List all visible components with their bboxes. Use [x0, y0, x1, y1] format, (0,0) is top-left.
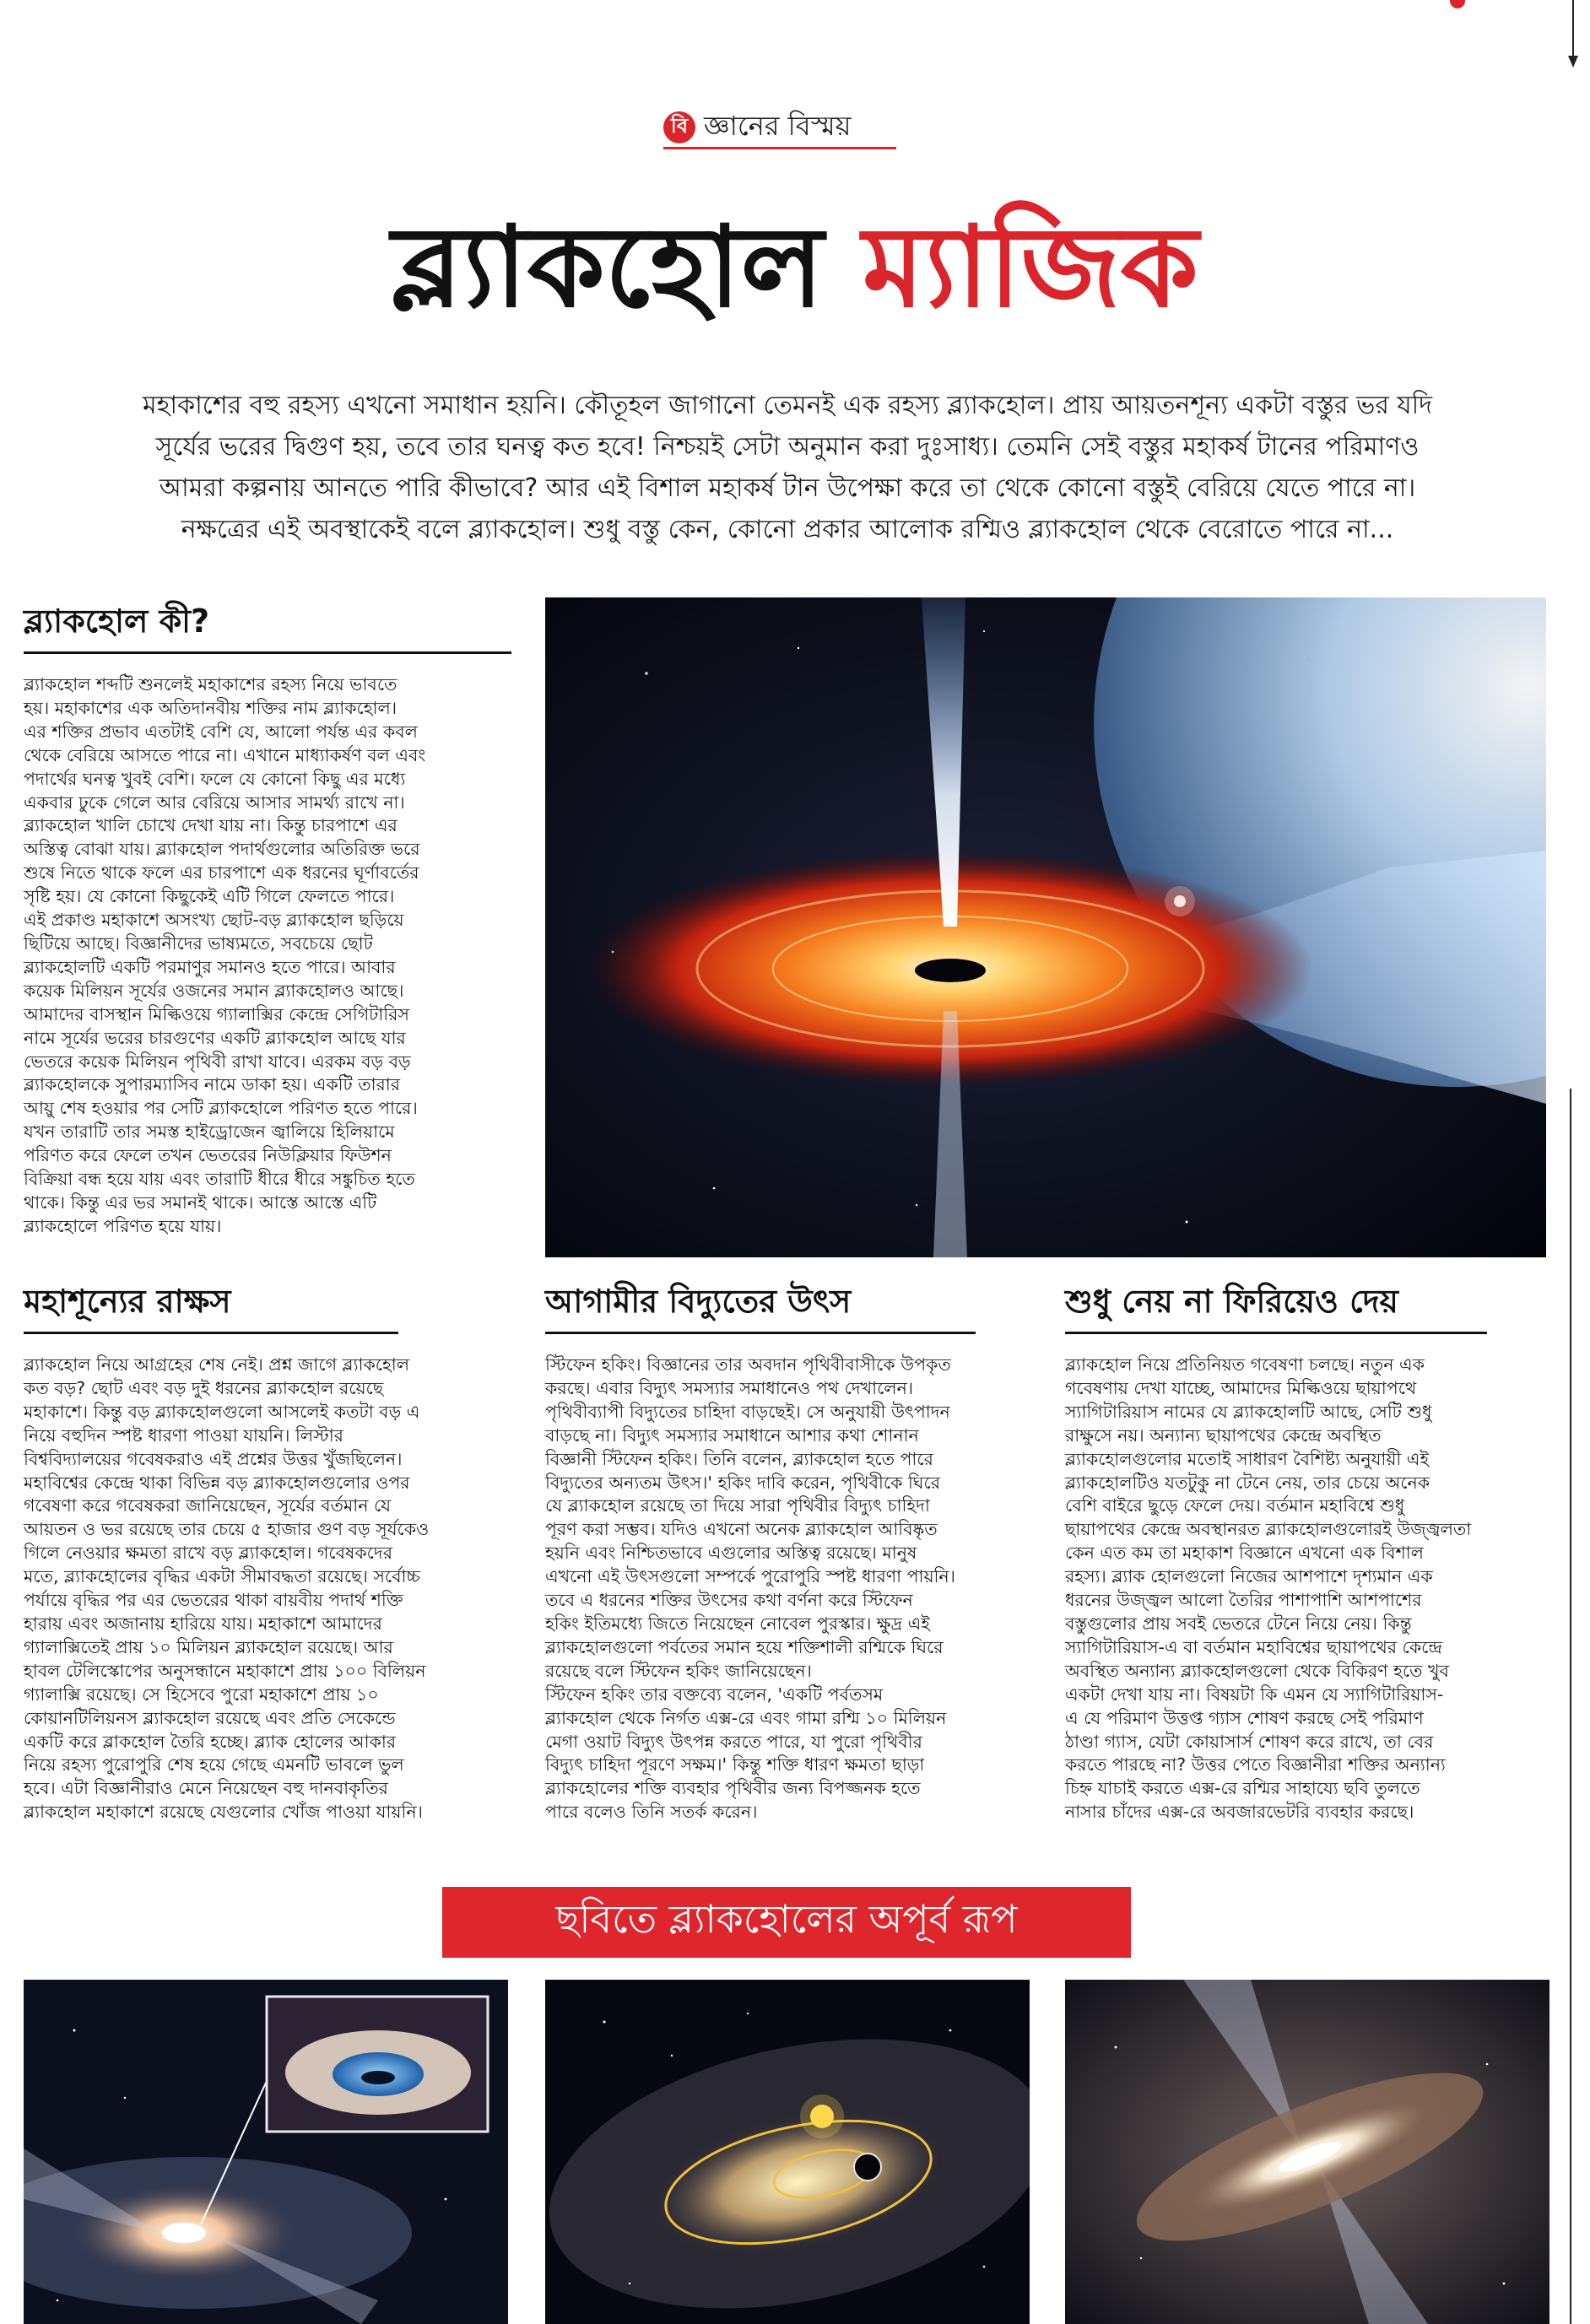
- body-line: ভেতরে কয়েক মিলিয়ন পৃথিবী রাখা যাবে। এরকম বড় বড়: [24, 1051, 411, 1072]
- body-line: অস্তিত্ব বোঝা যায়। ব্ল্যাকহোল পদার্থগুলোর অতিরিক্ত ভরে: [24, 839, 420, 860]
- body-line: হাবল টেলিস্কোপের অনুসন্ধানে মহাকাশে প্রায় ১০০ বিলিয়ন: [24, 1660, 426, 1681]
- body-line: হয়নি এবং নিশ্চিতভাবে এগুলোর অস্তিত্ব রয়েছে। মানুষ: [545, 1543, 917, 1564]
- body-line: গ্যালাক্সিতেই প্রায় ১০ মিলিয়ন ব্ল্যাকহোল রয়েছে। আর: [24, 1636, 393, 1657]
- body-line: তবে এ ধরনের শক্তির উৎসের কথা বর্ণনা করে স্টিফেন: [545, 1590, 913, 1611]
- body-line: রহস্য। ব্ল্যাক হোলগুলো নিজের আশপাশে দৃশ্যমান এক: [1065, 1566, 1433, 1587]
- body-line: বিশ্ববিদ্যালয়ের গবেষকরাও এই প্রশ্নের উত্তর খুঁজছিলেন।: [24, 1448, 403, 1469]
- body-line: শুষে নিতে থাকে ফলে এর চারপাশে এক ধরনের ঘূর্ণাবর্তের: [24, 862, 419, 884]
- body-line: স্টিফেন হকিং তার বক্তব্যে বলেন, 'একটি পর্বতসম: [545, 1684, 884, 1705]
- body-line: পরিণত করে ফেলে তখন ভেতরের নিউক্লিয়ার ফিউশন: [24, 1145, 392, 1166]
- body-line: পৃথিবীব্যাপী বিদ্যুতের চাহিদা বাড়ছেই। সে অনুযায়ী উৎপাদন: [545, 1401, 950, 1422]
- body-line: নাসার চাঁদের এক্স-রে অবজারভেটরি ব্যবহার করছে।: [1065, 1802, 1414, 1823]
- body-line: সৃষ্টি হয়। যে কোনো কিছুকেই এটি গিলে ফেলতে পারে।: [24, 886, 395, 907]
- body-line: করছে। এবার বিদ্যুৎ সমস্যার সমাধানেও পথ দেখালেন।: [545, 1377, 914, 1398]
- body-line: বাড়ছে না। বিদ্যুৎ সমস্যার সমাধানে আশার কথা শোনান: [545, 1424, 919, 1446]
- body-line: পূরণ করা সম্ভব। যদিও এখনো অনেক ব্ল্যাকহোল আবিষ্কৃত: [545, 1519, 938, 1540]
- body-line: ধরনের উজ্জ্বল আলো তৈরির পাশাপাশি আশপাশের: [1065, 1590, 1422, 1611]
- body-line: হারায় এবং অজানায় হারিয়ে যায়। মহাকাশে আমাদের: [24, 1613, 382, 1634]
- intro-line: মহাকাশের বহু রহস্য এখনো সমাধান হয়নি। কৌতূহল জাগানো তেমনই এক রহস্য ব্ল্যাকহোল। প্রায় আয়তনশূন্য একটা বস্তুর ভর যদি: [142, 391, 1433, 420]
- body-line: আয়তন ও ভর রয়েছে তার চেয়ে ৫ হাজার গুণ বড় সূর্যকেও: [24, 1519, 430, 1540]
- body-line: হকিং ইতিমধ্যে জিতে নিয়েছেন নোবেল পুরস্কার। ক্ষুদ্র এই: [545, 1613, 930, 1634]
- body-line: থাকে। কিন্তু এর ভর সমানই থাকে। আস্তে আস্তে এটি: [24, 1192, 377, 1213]
- body-line: ব্ল্যাকহোলে পরিণত হয়ে যায়।: [24, 1215, 222, 1236]
- body-line: গ্যালাক্সি রয়েছে। সে হিসেবে পুরো মহাকাশে প্রায় ১০: [24, 1684, 379, 1705]
- body-line: বেশি বাইরে ছুড়ে ফেলে দেয়। বর্তমান মহাবিশ্বে শুধু: [1065, 1495, 1405, 1516]
- body-line: বিদ্যুৎ চাহিদা পূরণে সক্ষম।' কিন্তু শক্তি ধারণ ক্ষমতা ছাড়া: [545, 1754, 925, 1775]
- section-body-what: [24, 673, 511, 1239]
- section-body-returns: [1065, 1354, 1546, 1824]
- section-body-monster: [24, 1354, 505, 1824]
- kicker-underline: [663, 147, 896, 149]
- body-line: এখনো এই উৎসগুলো সম্পর্কে পুরোপুরি স্পষ্ট ধারণা পায়নি।: [545, 1566, 955, 1587]
- headline: [0, 196, 1590, 339]
- body-line: করতে পারছে না? উত্তর পেতে বিজ্ঞানীরা শক্তির অন্যান্য: [1065, 1754, 1446, 1775]
- body-line: চিহ্ন যাচাই করতে এক্স-রে রশ্মির সাহায্যে ছবি তুলতে: [1065, 1778, 1420, 1799]
- scroll-arrow-icon[interactable]: [1568, 0, 1578, 71]
- body-line: কোয়ানটিলিয়নস ব্ল্যাকহোল রয়েছে এবং প্রতি সেকেন্ডে: [24, 1707, 396, 1728]
- headline-part-black: ব্ল্যাকহোল: [392, 202, 824, 332]
- body-line: কেন এত কম তা মহাকাশ বিজ্ঞানে এখনো এক বিশাল: [1065, 1543, 1424, 1564]
- intro-line: আমরা কল্পনায় আনতে পারি কীভাবে? আর এই বিশাল মহাকর্ষ টান উপেক্ষা করে তা থেকে কোনো বস্তুই বেরিয়ে যেতে পারে না।: [159, 473, 1416, 503]
- body-line: বস্তুগুলোর প্রায় সবই ভেতরে টেনে নিয়ে নেয়। কিন্তু: [1065, 1613, 1412, 1634]
- section-rule-what: [24, 651, 511, 654]
- hero-blackhole-image: [545, 597, 1546, 1257]
- body-line: আয়ু শেষ হওয়ার পর সেটি ব্ল্যাকহোলে পরিণত হতে পারে।: [24, 1098, 418, 1119]
- body-line: একটা দেখা যায় না। বিষয়টা কি এমন যে স্যাগিটারিয়াস-: [1065, 1684, 1444, 1705]
- body-line: পারে বলেও তিনি সতর্ক করেন।: [545, 1802, 758, 1823]
- body-line: ব্ল্যাকহোল থেকে নির্গত এক্স-রে এবং গামা রশ্মি ১০ মিলিয়ন: [545, 1707, 947, 1728]
- body-line: আমাদের বাসস্থান মিল্কিওয়ে গ্যালাক্সির কেন্দ্রে সেগিটারিস: [24, 1003, 409, 1024]
- body-line: একটি করে ব্লাকহোল তৈরি হচ্ছে। ব্ল্যাক হোলের আকার: [24, 1731, 397, 1752]
- gallery-photo-3: [1065, 1980, 1549, 2324]
- intro-line: সূর্যের ভরের দ্বিগুণ হয়, তবে তার ঘনত্ব কত হবে! নিশ্চয়ই সেটা অনুমান করা দুঃসাধ্য। তেমনি সেই বস্তুর মহাকর্ষ টানের পরিমাণও: [155, 432, 1420, 462]
- body-line: নামে সূর্যের ভরের চারগুণের একটি ব্ল্যাকহোল আছে যার: [24, 1027, 406, 1048]
- body-line: বিদ্যুতের অন্যতম উৎস।' হকিং দাবি করেন, পৃথিবীকে ঘিরে: [545, 1472, 940, 1493]
- kicker-text: জ্ঞানের বিস্ময়: [704, 110, 852, 142]
- body-line: গবেষণা করে গবেষকরা জানিয়েছেন, সূর্যের বর্তমান যে: [24, 1495, 392, 1516]
- gallery-banner: ছবিতে ব্ল্যাকহোলের অপূর্ব রূপ: [442, 1887, 1131, 1958]
- body-line: মহাকাশে। কিন্তু বড় ব্ল্যাকহোলগুলো আসলেই কতটা বড় এ: [24, 1401, 420, 1422]
- section-rule-returns: [1065, 1332, 1487, 1334]
- body-line: নিয়ে বহুদিন স্পষ্ট ধারণা পাওয়া যায়নি। লিস্টার: [24, 1424, 343, 1446]
- body-line: ব্ল্যাকহোলটি একটি পরমাণুর সমানও হতে পারে। আবার: [24, 956, 396, 977]
- body-line: ব্ল্যাকহোলগুলোর মতোই সাধারণ বৈশিষ্ট্য অনুযায়ী এই: [1065, 1448, 1430, 1469]
- body-line: ব্ল্যাকহোল নিয়ে আগ্রহের শেষ নেই। প্রশ্ন জাগে ব্ল্যাকহোল: [24, 1354, 410, 1375]
- body-line: থেকে বেরিয়ে আসতে পারে না। এখানে মাধ্যাকর্ষণ বল এবং: [24, 744, 426, 765]
- body-line: এ যে পরিমাণ উত্তপ্ত গ্যাস শোষণ করছে সেই পরিমাণ: [1065, 1707, 1424, 1728]
- gallery-photo-2: [545, 1980, 1030, 2324]
- body-line: ব্ল্যাকহোল খালি চোখে দেখা যায় না। কিন্তু চারপাশে এর: [24, 815, 398, 836]
- body-line: ব্ল্যাকহোলকে সুপারম্যাসিব নামে ডাকা হয়। একটি তারার: [24, 1074, 401, 1095]
- section-title-returns: শুধু নেয় না ফিরিয়েও দেয়: [1065, 1283, 1398, 1320]
- body-line: নিয়ে রহস্য পুরোপুরি শেষ হয়ে গেছে এমনটি ভাবলে ভুল: [24, 1754, 404, 1775]
- body-line: এর শক্তির প্রভাব এতটাই বেশি যে, আলো পর্যন্ত এর কবল: [24, 721, 418, 742]
- body-line: বিজ্ঞানী স্টিফেন হকিং। তিনি বলেন, ব্ল্যাকহোল হতে পারে: [545, 1448, 933, 1469]
- body-line: স্যাগিটারিয়াস-এ বা বর্তমান মহাবিশ্বের ছায়াপথের কেন্দ্রে: [1065, 1636, 1442, 1657]
- body-line: যখন তারাটি তার সমস্ত হাইড্রোজেন জ্বালিয়ে হিলিয়ামে: [24, 1121, 395, 1143]
- body-line: ঠাণ্ডা গ্যাস, যেটা কোয়াসার্স শোষণ করে রাখে, তা বের: [1065, 1731, 1434, 1752]
- section-body-energy: [545, 1354, 1026, 1824]
- body-line: ব্ল্যাকহোলগুলো পর্বতের সমান হয়ে শক্তিশালী রশ্মিকে ঘিরে: [545, 1636, 944, 1657]
- body-line: হয়। মহাকাশের এক অতিদানবীয় শক্তির নাম ব্ল্যাকহোল।: [24, 697, 398, 718]
- body-line: কত বড়? ছোট এবং বড় দুই ধরনের ব্ল্যাকহোল রয়েছে: [24, 1377, 384, 1398]
- body-line: ছায়াপথের কেন্দ্রে অবস্থানরত ব্ল্যাকহোলগুলোরই উজ্জ্বলতা: [1065, 1519, 1472, 1540]
- body-line: একবার ঢুকে গেলে আর বেরিয়ে আসার সামর্থ্য রাখে না।: [24, 792, 405, 813]
- body-line: মহাবিশ্বের কেন্দ্রে থাকা বিভিন্ন বড় ব্ল্যাকহোলগুলোর ওপর: [24, 1472, 410, 1493]
- body-line: রয়েছে বলে স্টিফেন হকিং জানিয়েছেন।: [545, 1660, 812, 1681]
- body-line: ছিটিয়ে আছে। বিজ্ঞানীদের ভাষ্যমতে, সবচেয়ে ছোট: [24, 932, 373, 954]
- body-line: ব্ল্যাকহোল মহাকাশে রয়েছে যেগুলোর খোঁজ পাওয়া যায়নি।: [24, 1802, 423, 1823]
- body-line: মতে, ব্ল্যাকহোলের বৃদ্ধির একটা সীমাবদ্ধতা রয়েছে। সর্বোচ্চ: [24, 1566, 420, 1587]
- body-line: অবস্থিত অন্যান্য ব্ল্যাকহোলগুলো থেকে বিকিরণ হতে খুব: [1065, 1660, 1449, 1681]
- body-line: বিক্রিয়া বন্ধ হয়ে যায় এবং তারাটি ধীরে ধীরে সঙ্কুচিত হতে: [24, 1169, 415, 1190]
- intro-paragraph: [25, 385, 1549, 550]
- intro-line: নক্ষত্রের এই অবস্থাকেই বলে ব্ল্যাকহোল। শুধু বস্তু কেন, কোনো প্রকার আলোক রশ্মিও ব্ল্যাকহোল থেকে বেরোতে পারে না...: [181, 515, 1394, 544]
- body-line: স্যাগিটারিয়াস নামের যে ব্ল্যাকহোলটি আছে, সেটি শুধু: [1065, 1401, 1432, 1422]
- gallery-photo-1: [24, 1980, 508, 2324]
- body-line: হবে। এটা বিজ্ঞানীরাও মেনে নিয়েছেন বহু দানবাকৃতির: [24, 1778, 388, 1799]
- body-line: গিলে নেওয়ার ক্ষমতা রাখে বড় ব্ল্যাকহোল। গবেষকদের: [24, 1543, 392, 1564]
- body-line: যে ব্ল্যাকহোল রয়েছে তা দিয়ে সারা পৃথিবীর বিদ্যুৎ চাহিদা: [545, 1495, 930, 1516]
- body-line: ব্ল্যাকহোলটিও যতটুকু না টেনে নেয়, তার চেয়ে অনেক: [1065, 1472, 1430, 1493]
- body-line: রাক্ষুসে নয়। অন্যান্য ছায়াপথের কেন্দ্রে অবস্থিত: [1065, 1424, 1382, 1446]
- section-title-what: ব্ল্যাকহোল কী?: [24, 603, 210, 640]
- body-line: মেগা ওয়াট বিদ্যুৎ উৎপন্ন করতে পারে, যা পুরো পৃথিবীর: [545, 1731, 922, 1752]
- body-line: ব্ল্যাকহোল শব্দটি শুনলেই মহাকাশের রহস্য নিয়ে ভাবতে: [24, 674, 398, 694]
- section-rule-energy: [545, 1332, 976, 1334]
- kicker-badge: বি: [663, 111, 695, 143]
- section-title-monster: মহাশূন্যের রাক্ষস: [24, 1283, 231, 1320]
- corner-mark: [1450, 0, 1465, 8]
- body-line: পর্যায়ে বৃদ্ধির পর এর ভেতরের থাকা বায়বীয় পদার্থ শক্তি: [24, 1590, 403, 1611]
- body-line: পদার্থের ঘনত্ব খুবই বেশি। ফলে যে কোনো কিছু এর মধ্যে: [24, 768, 406, 789]
- body-line: এই প্রকাণ্ড মহাকাশে অসংখ্য ছোট-বড় ব্ল্যাকহোল ছড়িয়ে: [24, 910, 404, 931]
- body-line: ব্ল্যাকহোলের শক্তি ব্যবহার পৃথিবীর জন্য বিপজ্জনক হতে: [545, 1778, 921, 1799]
- kicker: [663, 106, 851, 149]
- section-rule-monster: [24, 1332, 398, 1334]
- page-edge-line: [1570, 1089, 1571, 2324]
- body-line: গবেষণায় দেখা যাচ্ছে, আমাদের মিল্কিওয়ে ছায়াপথে: [1065, 1377, 1417, 1398]
- body-line: স্টিফেন হকিং। বিজ্ঞানের তার অবদান পৃথিবীবাসীকে উপকৃত: [545, 1354, 951, 1375]
- section-title-energy: আগামীর বিদ্যুতের উৎস: [545, 1283, 852, 1320]
- headline-part-red: ম্যাজিক: [862, 202, 1198, 332]
- body-line: কয়েক মিলিয়ন সূর্যের ওজনের সমান ব্ল্যাকহোলও আছে।: [24, 980, 404, 1001]
- body-line: ব্ল্যাকহোল নিয়ে প্রতিনিয়ত গবেষণা চলছে। নতুন এক: [1065, 1354, 1425, 1375]
